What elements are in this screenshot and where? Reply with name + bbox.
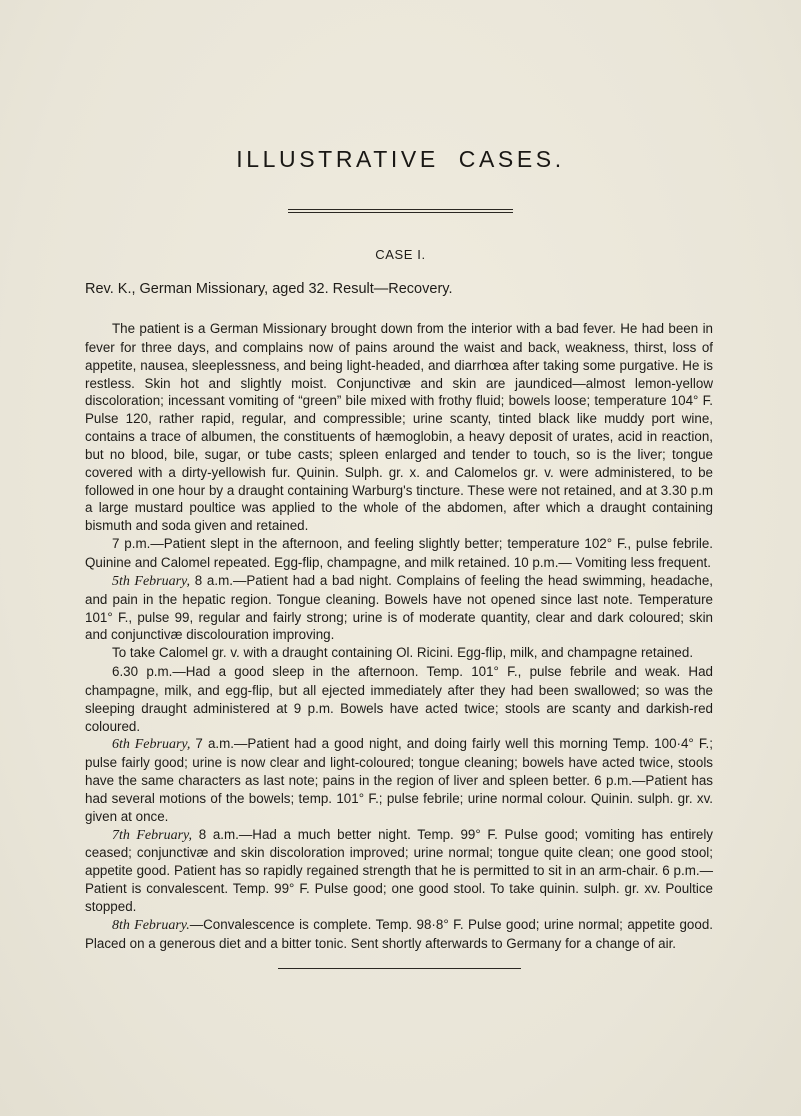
case-title: CASE I. <box>375 247 426 262</box>
paragraph-7: 7th February, 8 a.m.—Had a much better night. Temp. 99° F. Pulse good; vomiting has entirely ceased; conjunctivæ and skin discoloration improved; urine normal; tongue quite clean; one good stool; appetite good. Patient has so rapidly regained strength that he is permitted to sit in an arm-chair. 6 p.m.—Patient is convalescent. Temp. 99° F. Pulse good; one good stool. To take quinin. sulph. gr. xv. Poultice stopped. <box>85 826 713 914</box>
paragraph-3: 5th February, 8 a.m.—Patient had a bad night. Complains of feeling the head swimming, headache, and pain in the hepatic region. Tongue cleaning. Bowels have not opened since last note. Temperature 101° F., pulse 99, regular and fairly strong; urine is of moderate quantity, clear and dark coloured; skin and conjunctivæ discolouration improving. <box>85 572 713 643</box>
section-heading: ILLUSTRATIVE CASES. <box>236 146 565 172</box>
entry-date: 6th February, <box>112 737 191 753</box>
closing-rule <box>278 968 521 969</box>
case-subtitle: Rev. K., German Missionary, aged 32. Result—Recovery. <box>85 281 453 297</box>
paragraph-2: 7 p.m.—Patient slept in the afternoon, and feeling slightly better; temperature 102° F., pulse febrile. Quinine and Calomel repeated. Egg-flip, champagne, and milk retained. 10 p.m.— Vomiting less frequent. <box>85 536 713 570</box>
entry-date: 8th February. <box>112 917 190 933</box>
paragraph-1: The patient is a German Missionary brought down from the interior with a bad fever. He had been in fever for three days, and complains now of pains around the waist and back, weakness, thirst, loss of appetite, nausea, sleeplessness, and being light-headed, and diarrhœa after taking some purgative. He is restless. Skin hot and slightly moist. Conjunctivæ and skin are jaundiced—almost lemon-yellow discoloration; incessant vomiting of “green” bile mixed with frothy fluid; bowels loose; temperature 104° F. Pulse 120, rather rapid, regular, and compressible; urine scanty, tinted black like muddy port wine, contains a trace of albumen, the constituents of hæmoglobin, a heavy deposit of urates, acid in reaction, but no blood, bile, sugar, or tube casts; spleen enlarged and tender to touch, so is the liver; tongue covered with a dirty-yellowish fur. Quinin. Sulph. gr. x. and Calomelos gr. v. were administered, to be followed in one hour by a draught containing Warburg's tincture. These were not retained, and at 3.30 p.m a large mustard poultice was applied to the whole of the abdomen, after which a draught containing bismuth and soda given and retained. <box>85 321 713 534</box>
heading-rule-upper <box>288 209 513 210</box>
case-body <box>85 320 713 953</box>
entry-date: 7th February, <box>112 827 192 843</box>
entry-date: 5th February, <box>112 573 190 589</box>
heading-rule-lower <box>288 212 513 213</box>
paragraph-6: 6th February, 7 a.m.—Patient had a good night, and doing fairly well this morning Temp. 100·4° F.; pulse fairly good; urine is now clear and light-coloured; tongue cleaning; bowels have acted twice, stools have the same characters as last note; pains in the region of liver and spleen better. 6 p.m.—Patient has had several motions of the bowels; temp. 101° F.; pulse febrile; urine normal colour. Quinin. sulph. gr. xv. given at once. <box>85 736 713 824</box>
paragraph-5: 6.30 p.m.—Had a good sleep in the afternoon. Temp. 101° F., pulse febrile and weak. Had champagne, milk, and egg-flip, but all ejected immediately after they had been swallowed; so was the sleeping draught administered at 9 p.m. Bowels have acted twice; stools are scanty and darkish-red coloured. <box>85 664 713 734</box>
paragraph-8: 8th February.—Convalescence is complete. Temp. 98·8° F. Pulse good; urine normal; appetite good. Placed on a generous diet and a bitter tonic. Sent shortly afterwards to Germany for a change of air. <box>85 916 713 951</box>
paragraph-4: To take Calomel gr. v. with a draught containing Ol. Ricini. Egg-flip, milk, and champagne retained. <box>112 645 694 661</box>
